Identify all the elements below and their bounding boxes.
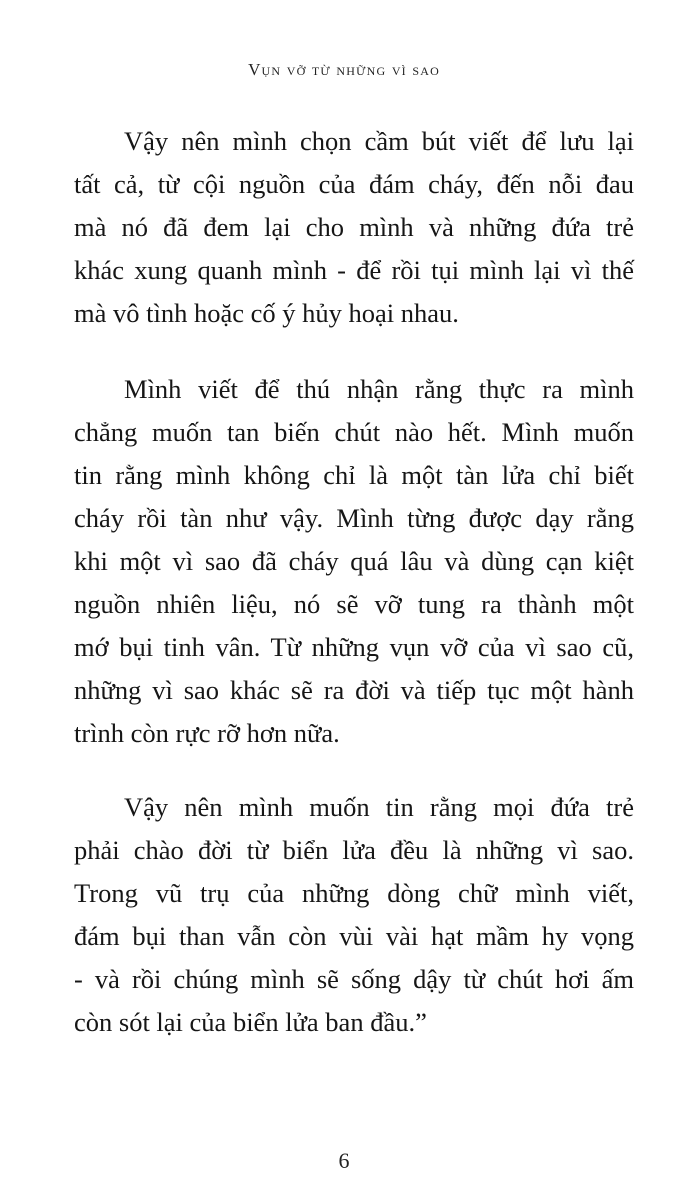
text-line: Vậy nên mình muốn tin rằng mọi đứa trẻ — [124, 792, 634, 822]
running-header-title: Vụn vỡ từ những vì sao — [248, 60, 440, 79]
text-line: nguồn nhiên liệu, nó sẽ vỡ tung ra thành một — [74, 589, 634, 619]
text-line: mà nó đã đem lại cho mình và những đứa trẻ — [74, 212, 634, 242]
paragraph-1 — [74, 120, 634, 335]
text-line: mà vô tình hoặc cố ý hủy hoại nhau. — [74, 298, 459, 328]
text-line: cháy rồi tàn như vậy. Mình từng được dạy rằng — [74, 503, 634, 533]
text-line: đám bụi than vẫn còn vùi vài hạt mầm hy vọng — [74, 921, 634, 951]
text-line: - và rồi chúng mình sẽ sống dậy từ chút hơi ấm — [74, 964, 634, 994]
text-line: còn sót lại của biển lửa ban đầu.” — [74, 1007, 427, 1037]
text-line: tất cả, từ cội nguồn của đám cháy, đến nỗi đau — [74, 169, 634, 199]
paragraph-2 — [74, 368, 634, 755]
text-line: tin rằng mình không chỉ là một tàn lửa chỉ biết — [74, 460, 634, 490]
paragraph-3 — [74, 786, 634, 1044]
text-line: khi một vì sao đã cháy quá lâu và dùng cạn kiệt — [74, 546, 634, 576]
text-line: khác xung quanh mình - để rồi tụi mình lại vì thế — [74, 255, 634, 285]
text-line: mớ bụi tinh vân. Từ những vụn vỡ của vì sao cũ, — [74, 632, 634, 662]
text-line: Mình viết để thú nhận rằng thực ra mình — [124, 374, 634, 404]
text-line: Trong vũ trụ của những dòng chữ mình viết, — [74, 878, 634, 908]
text-line: trình còn rực rỡ hơn nữa. — [74, 718, 340, 748]
text-line: những vì sao khác sẽ ra đời và tiếp tục một hành — [74, 675, 634, 705]
text-line: phải chào đời từ biển lửa đều là những vì sao. — [74, 835, 634, 865]
text-line: chẳng muốn tan biến chút nào hết. Mình muốn — [74, 417, 634, 447]
page-number: 6 — [338, 1148, 350, 1173]
text-line: Vậy nên mình chọn cầm bút viết để lưu lại — [124, 126, 634, 156]
